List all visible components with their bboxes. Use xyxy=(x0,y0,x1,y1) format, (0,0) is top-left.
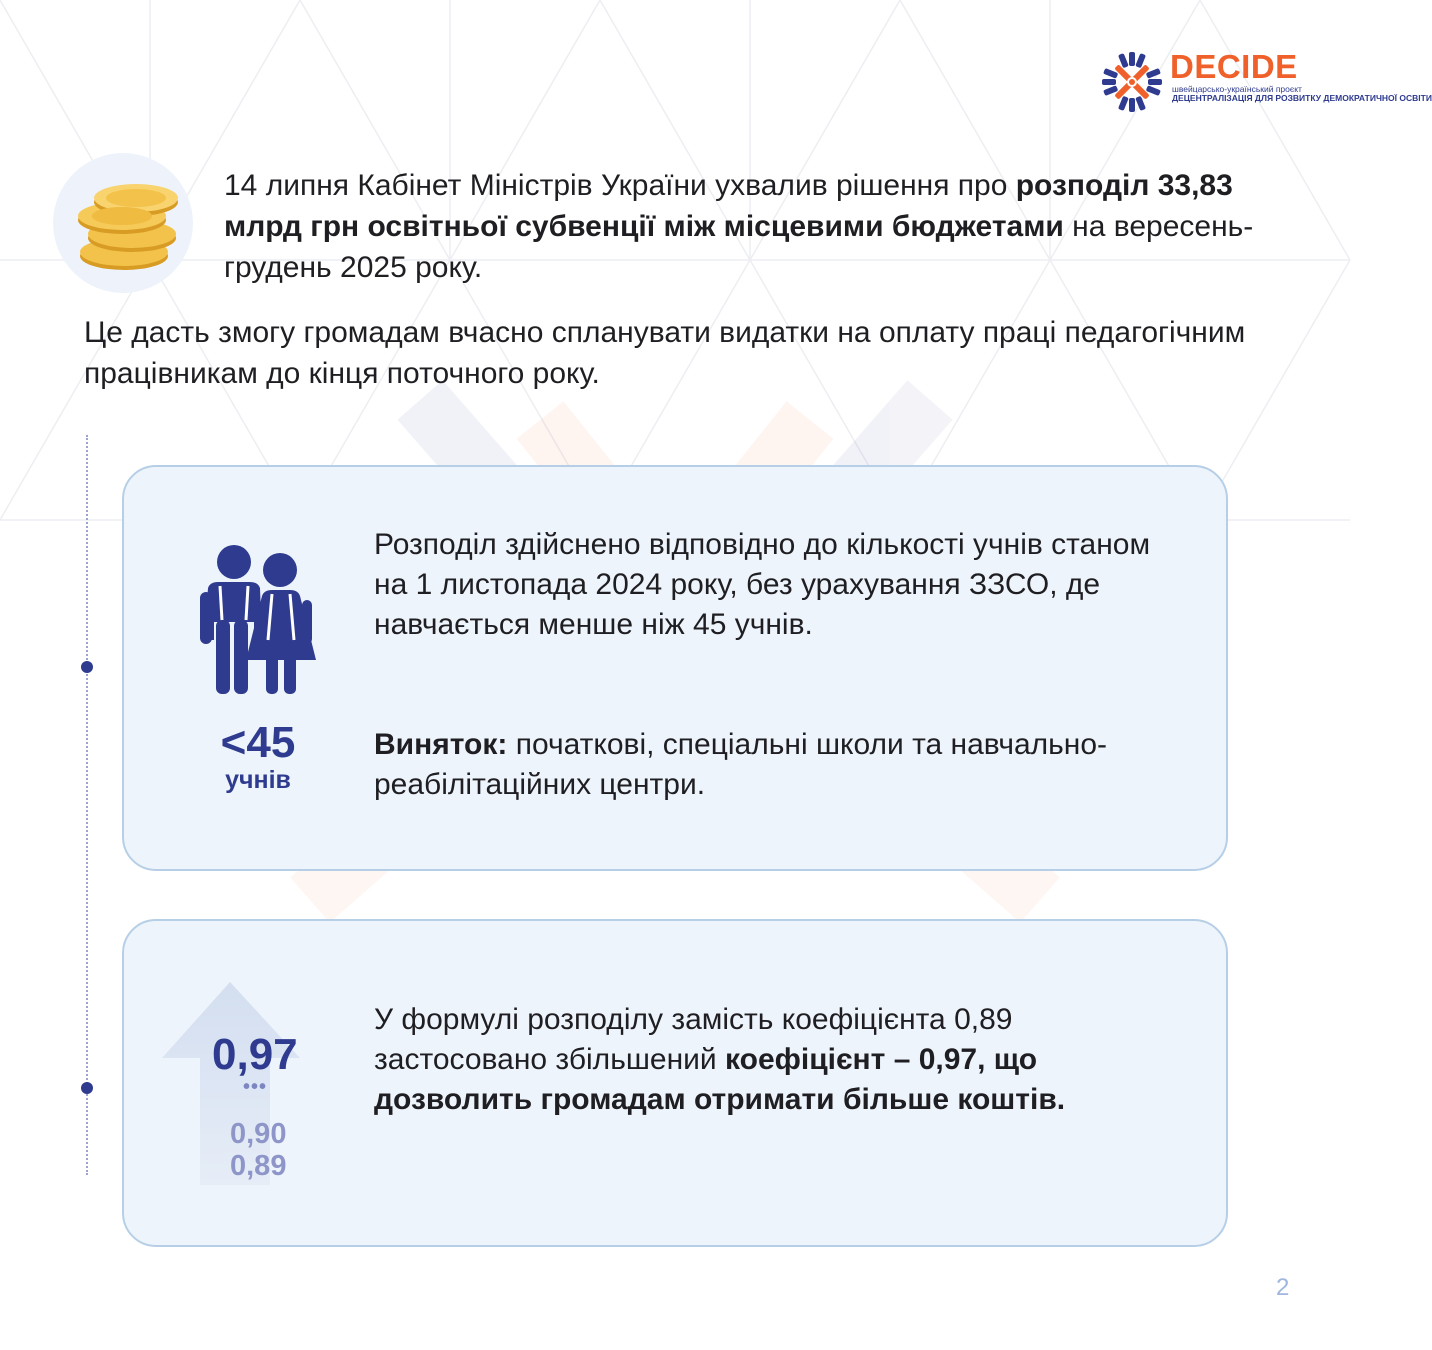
coins-illustration xyxy=(52,152,194,294)
decide-logo-icon xyxy=(1100,50,1164,114)
exception-text: початкові, спеціальні школи та навчально-реабілітаційних центри. xyxy=(374,728,1108,801)
intro-tail: на вересень-грудень 2025 року. xyxy=(224,210,1254,284)
intro-lead: 14 липня Кабінет Міністрів України ухвалив рішення про xyxy=(224,169,1016,202)
student-threshold-value: <45 xyxy=(220,718,296,767)
page-number: 2 xyxy=(1276,1274,1290,1301)
card1-exception xyxy=(374,725,1164,805)
decide-logo xyxy=(1100,48,1432,118)
card2-text xyxy=(374,1000,1174,1120)
exception-label: Виняток: xyxy=(374,728,508,761)
card2-text-lead: У формулі розподілу замість коефіцієнта 0,89 застосовано збільшений xyxy=(374,1003,1013,1076)
timeline-dot xyxy=(81,1082,93,1094)
coefficient-previous: 0,90 xyxy=(230,1118,287,1150)
secondary-paragraph: Це дасть змогу громадам вчасно спланувати видатки на оплату праці педагогічним працівникам до кінця поточного року. xyxy=(84,316,1246,390)
timeline-line xyxy=(86,435,88,1175)
card1-text: Розподіл здійснено відповідно до кількості учнів станом на 1 листопада 2024 року, без урахування ЗЗСО, де навчається менше ніж 45 учнів. xyxy=(374,528,1151,641)
logo-tagline: швейцарсько-український проєкт xyxy=(1172,84,1302,94)
student-threshold-label: учнів xyxy=(225,766,291,794)
card2-text-highlight: коефіцієнт – 0,97, що дозволить громадам отримати більше коштів. xyxy=(374,1043,1066,1116)
intro-highlight: розподіл 33,83 млрд грн освітньої субвенції між місцевими бюджетами xyxy=(224,169,1233,243)
logo-subtitle: ДЕЦЕНТРАЛІЗАЦІЯ ДЛЯ РОЗВИТКУ ДЕМОКРАТИЧНОЇ ОСВІТИ xyxy=(1172,93,1432,103)
coefficient-ellipsis: ••• xyxy=(243,1076,268,1098)
logo-wordmark: DECIDE xyxy=(1170,48,1298,85)
coefficient-original: 0,89 xyxy=(230,1150,287,1182)
coins-icon xyxy=(52,152,194,294)
intro-paragraph xyxy=(224,165,1294,288)
coefficient-new: 0,97 xyxy=(212,1030,298,1079)
timeline-dot xyxy=(81,661,93,673)
students-icon xyxy=(196,540,322,700)
